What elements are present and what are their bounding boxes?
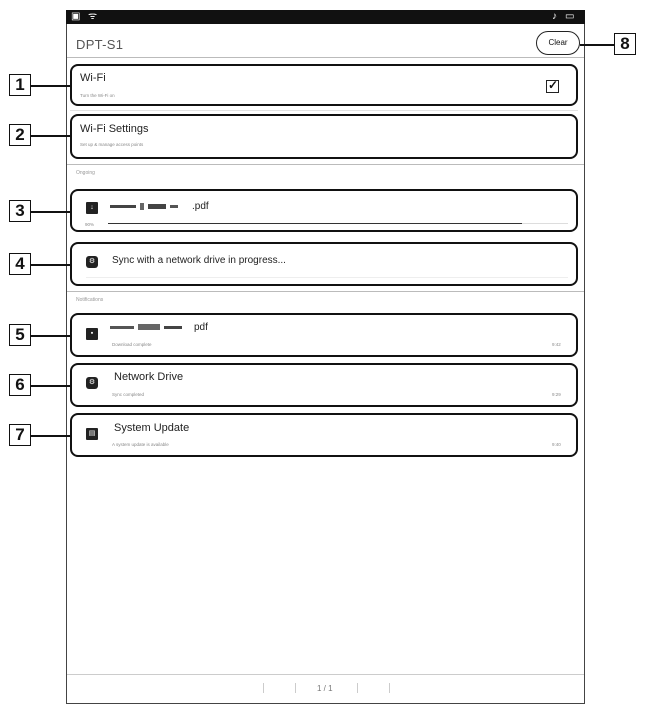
download-percent: 90%	[85, 222, 95, 227]
wifi-settings-title: Wi-Fi Settings	[80, 123, 149, 135]
download-icon: ↓	[86, 202, 98, 214]
clear-button[interactable]: Clear	[536, 31, 580, 55]
sync-progress-track	[86, 277, 568, 278]
callout-leader	[580, 44, 614, 46]
wifi-toggle-row[interactable]	[70, 64, 578, 106]
download-progress-bar	[108, 223, 522, 224]
download-file-ext: pdf	[194, 322, 208, 333]
section-divider	[67, 164, 584, 165]
network-drive-icon: ⚙	[86, 377, 98, 389]
page-title: DPT-S1	[76, 37, 124, 52]
section-divider	[67, 291, 584, 292]
wifi-subtitle: Turn the Wi-Fi on	[80, 93, 115, 98]
document-icon: ▪	[86, 328, 98, 340]
callout-7: 7	[9, 424, 31, 446]
callout-8: 8	[614, 33, 636, 55]
callout-leader	[31, 211, 70, 213]
system-update-icon: ▤	[86, 428, 98, 440]
notification-title: System Update	[114, 422, 190, 434]
page-indicator: 1 / 1	[317, 684, 333, 693]
callout-leader	[31, 85, 70, 87]
download-file-ext: .pdf	[192, 201, 209, 212]
callout-1: 1	[9, 74, 31, 96]
download-progress-row[interactable]	[70, 189, 578, 232]
redacted-filename	[110, 203, 186, 210]
notification-subtitle: A system update is available	[112, 442, 169, 447]
callout-2: 2	[9, 124, 31, 146]
callout-6: 6	[9, 374, 31, 396]
notice-icon: ▣	[71, 11, 81, 22]
callout-leader	[31, 435, 70, 437]
speaker-icon: ♪	[552, 11, 557, 22]
wifi-settings-subtitle: Set up & manage access points	[80, 142, 144, 147]
battery-icon: ▭	[565, 11, 575, 22]
redacted-filename	[110, 324, 188, 331]
notification-subtitle: Download complete	[112, 342, 152, 347]
callout-leader	[31, 385, 70, 387]
wifi-icon: ᯤ	[88, 11, 98, 22]
check-icon: ✓	[548, 78, 559, 92]
header-divider	[67, 57, 584, 58]
wifi-title: Wi-Fi	[80, 72, 106, 84]
callout-leader	[31, 335, 70, 337]
status-bar	[66, 10, 585, 24]
wifi-settings-row[interactable]	[70, 114, 578, 159]
sync-title: Sync with a network drive in progress...	[112, 255, 286, 266]
notification-download[interactable]	[70, 313, 578, 357]
notification-time: 9:29	[552, 392, 561, 397]
notifications-section-label: Notifications	[76, 297, 104, 303]
notification-subtitle: Sync completed	[112, 392, 145, 397]
callout-leader	[31, 135, 70, 137]
notification-network-drive[interactable]	[70, 363, 578, 407]
callout-leader	[31, 264, 70, 266]
pager-bar	[67, 674, 584, 702]
callout-3: 3	[9, 200, 31, 222]
notification-time: 9:40	[552, 442, 561, 447]
notification-title: Network Drive	[114, 371, 184, 383]
network-drive-icon: ⚙	[86, 256, 98, 268]
notification-time: 9:42	[552, 342, 561, 347]
ongoing-section-label: Ongoing	[76, 170, 95, 176]
callout-5: 5	[9, 324, 31, 346]
divider	[70, 110, 578, 111]
wifi-checkbox[interactable]	[546, 80, 559, 93]
notification-system-update[interactable]	[70, 413, 578, 457]
callout-4: 4	[9, 253, 31, 275]
sync-progress-row[interactable]	[70, 242, 578, 286]
